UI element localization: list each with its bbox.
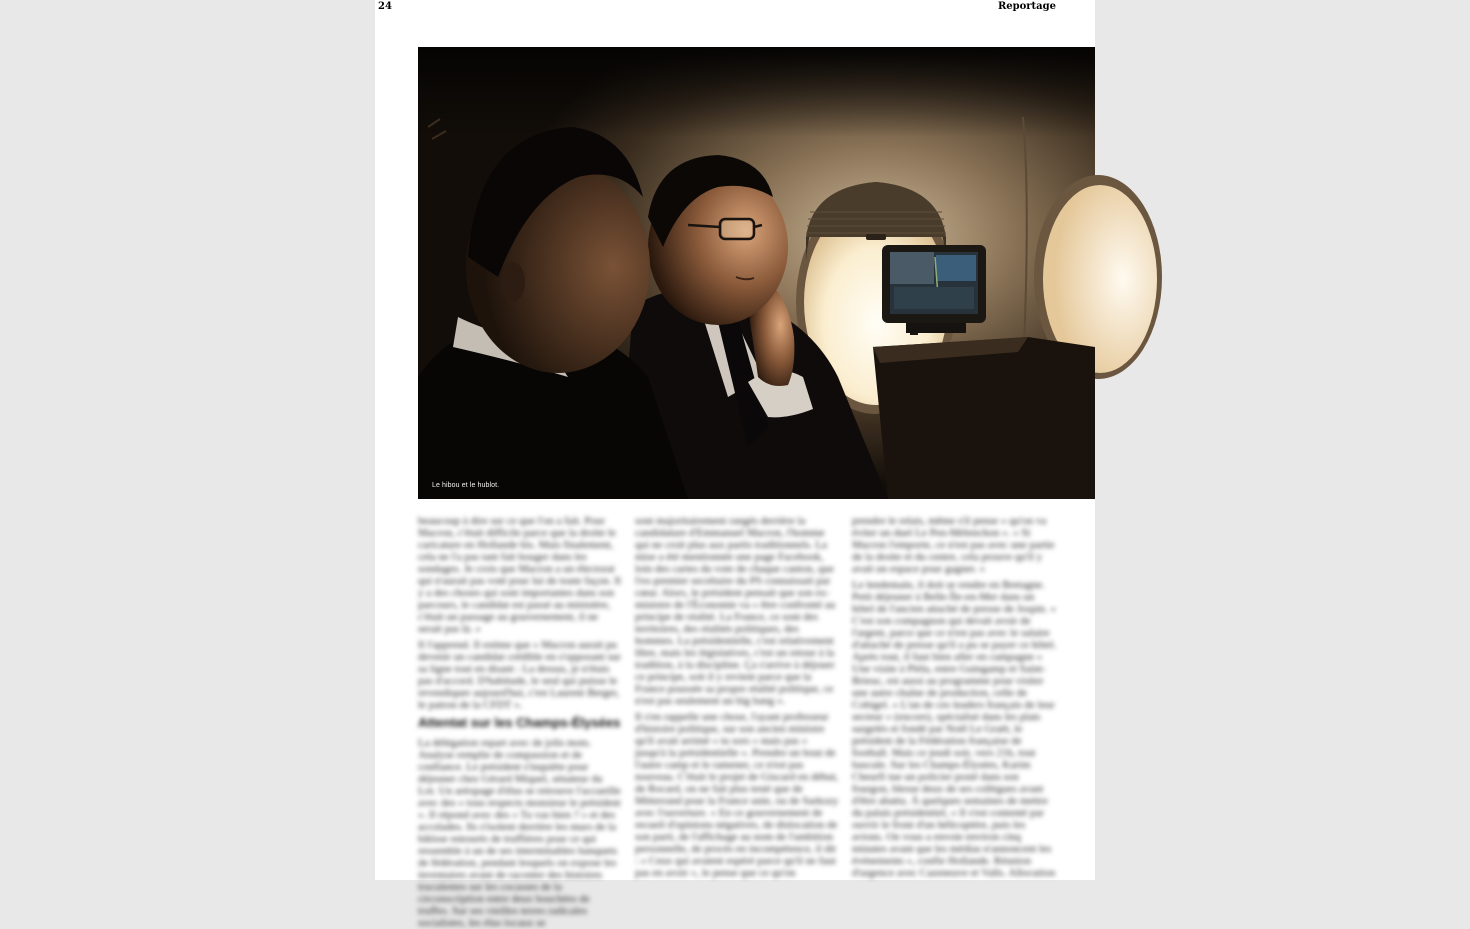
article-photo bbox=[418, 47, 1095, 499]
article-column-2 bbox=[635, 515, 840, 885]
section-title: Reportage bbox=[997, 1, 1056, 12]
article-paragraph: Il l'apprend. Il estime que « Macron aurait pu devenir un candidat crédible en s'opposant sur sa ligne tout en disant : La dessus, je n'étais pas d'accord. D'habitude, le seul qui puisse le revendiquer aujourd'hui, c'est Laurent Berger, le patron de la CFDT ». bbox=[418, 639, 621, 711]
airplane-cabin-photo bbox=[418, 47, 1095, 499]
article-subheading: Attentat sur les Champs-Élysées bbox=[418, 715, 621, 730]
article-column-3 bbox=[852, 515, 1057, 885]
magazine-page bbox=[375, 0, 1095, 929]
article-column-1 bbox=[418, 515, 623, 929]
page-number: 24 bbox=[378, 1, 392, 12]
article-paragraph: sont majoritairement rangés derrière la candidature d'Emmanuel Macron, l'homme qui ne croit plus aux partis traditionnels. La mise a été mentionnée une page Facebook, loin des cartes du vote de chaque canton, que l'ex-premier secrétaire du PS connaissait par cœur. Alors, le président pensait que son ex-ministre de l'Économie va « être confronté au principe de réalité. La France, ce sont des territoires, des réalités politiques, des hommes. La présidentielle, c'est relativement libre, mais les législatives, c'est un retour à la tradition, à la discipline. Ça s'arrive à déjouer ce principe, soit il y revient parce que la France poussée sa propre réalité politique, ce n'est pas seulement un big bang ». bbox=[635, 515, 836, 707]
article-paragraph: Il s'en rappelle une chose, l'ayant professeur d'histoire politique, sur son ancien ministre qu'il avait arrimé « tu sors » mais pas « jusqu'à la présidentielle ». Prendre un bout de l'autre camp et le ramener, ce n'est pas nouveau. C'était le projet de Giscard en début, de Rocard, on ne fait plus testé que de Mitterrand pour la France unie, ou de Sarkozy avec l'ouverture. « En ce gouvernement de recueil d'opinions négatives, de dislocation de son parti, de l'affichage au nom de l'ambition personnelle, de procès en incompétence, il dit : « Ceux qui avaient espéré parce qu'il ne faut pas en avoir », le pense que ce qu'on bbox=[635, 711, 839, 879]
article-paragraph: La délégation repart avec de jolis mots. Analyse remplie de compassion et de confiance. Le président s'inquiète pour déjeuner chez Gérard Miquel, sénateur du Lot. Un aréopage d'élus se retrouve l'accueille avec des « tous respects monsieur le président ». Il répond avec des « Tu vas bien ? » et des accolades. Ils s'isolent derrière les murs de la bâtisse entourés de truffières pour ce qui ressemble à un de ses interminables banquets de fédération, pendant lesquels on expose les inventaires avant de raconter des histoires truculentes sur les cocasses de la circonscription entre deux bouchées de truffes. Sur ses vieilles terres radicales socialistes, les élus locaux se bbox=[418, 737, 621, 929]
article-paragraph: beaucoup à dire sur ce que l'on a fait. Pour Macron, c'était difficile parce que la droite le caricature en Hollande bis. Mais finalement, cela ne l'a pas tant fait bouger dans les sondages. Je crois que Macron a un électorat qui n'aurait pas voté pour lui de toute façon. Il y a des choses qui sont importantes dans son parcours, le candidat est passé au ministère, c'était un passage au gouvernement, il ne serait pas là. » bbox=[418, 515, 621, 635]
article-paragraph: prendre le relais, même s'il pense « qu'on va éviter un duel Le Pen-Mélenchon ». « Si Macron l'emporte, ce n'est pas avec une partie de la droite et du centre, cela prouve qu'il y avait un espace pour gagner. » bbox=[852, 515, 1055, 575]
photo-caption: Le hibou et le hublot. bbox=[432, 482, 500, 489]
article-paragraph: Le lendemain, il doit se rendre en Bretagne. Petit déjeuner à Belle-Île-en-Mer dans un hôtel de l'ancien attaché de presse de Jospin. « C'est son compagnon qui devait avoir de l'argent, parce que ce n'est pas avec le salaire d'attaché de presse qu'il a pu se payer ce hôtel. Après tout, il faut bien aller en campagne » Une visite à Pléla, entre Guingamp et Saint-Brieuc, est aussi au programme pour visiter une autre chaîne de production, celle de Cobigel. « L'un de ces leaders français de leur secteur » (encore), spécialisé dans les plats surgelés et fondé par Noël Le Graët, le président de la Fédération française de football. Mais ce jeudi soir, vers 21h, tout bascule. Sur les Champs-Élysées, Karim Cheurfi tue un policier posté dans son fourgon, blesse deux de ses collègues avant d'être abattu. À quelques semaines de mettre du palais présidentiel, « Il s'est contenté par ouvrir le front d'un hélicoptère, puis les avions. On vous a envoie environ cinq minutes avant que les médias n'annoncent les événements », confie Hollande. Réunion d'urgence avec Cazeneuve et Valls. Allocution bbox=[852, 579, 1057, 879]
